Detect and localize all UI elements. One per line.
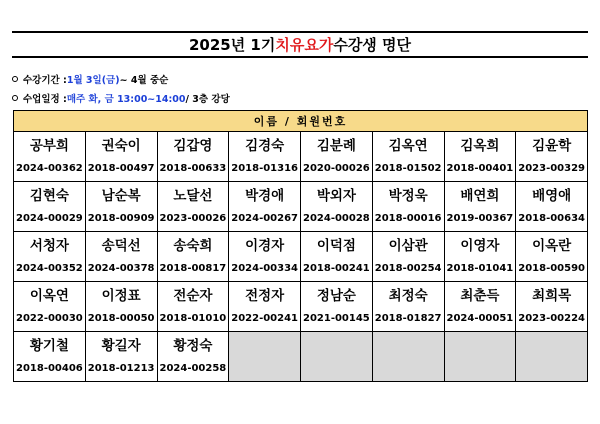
student-cell: [85, 282, 157, 332]
member-number: 2024-00362: [15, 163, 83, 174]
student-cell: [157, 182, 229, 232]
student-cell: [157, 282, 229, 332]
member-number: 2024-00352: [15, 263, 83, 274]
member-number: 2018-00909: [87, 213, 155, 224]
empty-cell: [372, 332, 444, 382]
member-number: 2024-00267: [231, 213, 299, 224]
student-name: 이옥연: [29, 288, 69, 304]
period-tail: ~ 4월 중순: [119, 75, 169, 86]
table-row: [14, 132, 588, 182]
student-cell: [444, 132, 516, 182]
student-name: 이옥란: [532, 238, 572, 254]
student-cell: [85, 332, 157, 382]
student-cell: [301, 232, 373, 282]
title-prefix: 2025년 1기: [188, 36, 276, 54]
student-name: 노달선: [173, 188, 213, 204]
student-name: 최희목: [532, 288, 572, 304]
student-name: 김갑영: [173, 138, 213, 154]
member-number: 2018-01827: [374, 313, 442, 324]
student-cell: [14, 332, 86, 382]
student-name: 전정자: [245, 288, 285, 304]
student-cell: [301, 182, 373, 232]
member-number: 2018-01041: [446, 263, 514, 274]
member-number: 2021-00145: [302, 313, 370, 324]
student-name: 박정욱: [388, 188, 428, 204]
member-number: 2018-01502: [374, 163, 442, 174]
student-cell: [14, 282, 86, 332]
table-row: [14, 282, 588, 332]
schedule-tail: / 3층 강당: [185, 94, 230, 105]
student-name: 송숙희: [173, 238, 213, 254]
student-name: 황기철: [29, 338, 69, 354]
student-roster-table: [13, 110, 588, 382]
student-name: 김현숙: [29, 188, 69, 204]
member-number: 2018-01316: [231, 163, 299, 174]
student-name: 이경자: [245, 238, 285, 254]
period-label: 수강기간 :: [23, 75, 67, 86]
schedule-label: 수업일정 :: [23, 94, 67, 105]
student-name: 김분례: [316, 138, 356, 154]
course-period-line: [12, 72, 168, 86]
student-cell: [14, 182, 86, 232]
schedule-value: 매주 화, 금 13:00~14:00: [66, 94, 186, 105]
student-cell: [372, 232, 444, 282]
member-number: 2018-00634: [518, 213, 586, 224]
member-number: 2018-01010: [159, 313, 227, 324]
member-number: 2024-00258: [159, 363, 227, 374]
student-cell: [444, 182, 516, 232]
student-name: 배연희: [460, 188, 500, 204]
student-name: 서청자: [29, 238, 69, 254]
student-name: 최춘득: [460, 288, 500, 304]
member-number: 2024-00334: [231, 263, 299, 274]
empty-cell: [229, 332, 301, 382]
student-cell: [516, 182, 588, 232]
member-number: 2022-00241: [231, 313, 299, 324]
student-cell: [85, 182, 157, 232]
document-title: [12, 31, 588, 58]
student-name: 이덕점: [316, 238, 356, 254]
period-value: 1월 3일(금): [66, 75, 120, 86]
student-name: 황정숙: [173, 338, 213, 354]
student-name: 이정표: [101, 288, 141, 304]
table-row: [14, 232, 588, 282]
empty-cell: [444, 332, 516, 382]
student-name: 공부희: [29, 138, 69, 154]
member-number: 2018-00254: [374, 263, 442, 274]
member-number: 2024-00028: [302, 213, 370, 224]
member-number: 2018-00016: [374, 213, 442, 224]
member-number: 2024-00029: [15, 213, 83, 224]
student-cell: [85, 132, 157, 182]
student-name: 배영애: [532, 188, 572, 204]
student-name: 최정숙: [388, 288, 428, 304]
student-cell: [229, 182, 301, 232]
circle-bullet-icon: [12, 76, 18, 82]
member-number: 2018-00406: [15, 363, 83, 374]
member-number: 2024-00378: [87, 263, 155, 274]
student-cell: [444, 232, 516, 282]
empty-cell: [516, 332, 588, 382]
member-number: 2018-00817: [159, 263, 227, 274]
member-number: 2023-00329: [518, 163, 586, 174]
student-name: 황길자: [101, 338, 141, 354]
student-cell: [301, 282, 373, 332]
member-number: 2018-00497: [87, 163, 155, 174]
member-number: 2018-01213: [87, 363, 155, 374]
student-cell: [516, 232, 588, 282]
title-highlight: 치유요가: [275, 36, 334, 54]
title-suffix: 수강생 명단: [333, 36, 412, 54]
student-name: 박경애: [245, 188, 285, 204]
circle-bullet-icon: [12, 95, 18, 101]
student-cell: [157, 132, 229, 182]
student-cell: [14, 232, 86, 282]
student-cell: [229, 132, 301, 182]
table-row: [14, 182, 588, 232]
student-name: 김옥연: [388, 138, 428, 154]
student-name: 박외자: [316, 188, 356, 204]
student-cell: [516, 282, 588, 332]
table-row: [14, 332, 588, 382]
student-cell: [157, 232, 229, 282]
class-schedule-line: [12, 91, 230, 105]
member-number: 2018-00401: [446, 163, 514, 174]
student-name: 김경숙: [245, 138, 285, 154]
member-number: 2018-00050: [87, 313, 155, 324]
student-name: 전순자: [173, 288, 213, 304]
table-header: 이름 / 회원번호: [14, 111, 588, 132]
member-number: 2023-00026: [159, 213, 227, 224]
student-cell: [14, 132, 86, 182]
member-number: 2019-00367: [446, 213, 514, 224]
student-name: 김옥희: [460, 138, 500, 154]
student-name: 송덕선: [101, 238, 141, 254]
student-cell: [85, 232, 157, 282]
student-cell: [372, 132, 444, 182]
student-cell: [516, 132, 588, 182]
student-cell: [229, 232, 301, 282]
student-cell: [301, 132, 373, 182]
student-cell: [372, 182, 444, 232]
student-name: 이영자: [460, 238, 500, 254]
student-cell: [372, 282, 444, 332]
member-number: 2022-00030: [15, 313, 83, 324]
empty-cell: [301, 332, 373, 382]
student-name: 정남순: [316, 288, 356, 304]
member-number: 2024-00051: [446, 313, 514, 324]
member-number: 2018-00633: [159, 163, 227, 174]
student-name: 남순복: [101, 188, 141, 204]
table-body: [14, 132, 588, 382]
member-number: 2018-00241: [302, 263, 370, 274]
member-number: 2020-00026: [302, 163, 370, 174]
student-name: 이삼관: [388, 238, 428, 254]
student-name: 권숙이: [101, 138, 141, 154]
member-number: 2018-00590: [518, 263, 586, 274]
student-cell: [157, 332, 229, 382]
student-cell: [229, 282, 301, 332]
student-name: 김윤학: [532, 138, 572, 154]
member-number: 2023-00224: [518, 313, 586, 324]
table-header-row: [14, 111, 588, 132]
student-cell: [444, 282, 516, 332]
